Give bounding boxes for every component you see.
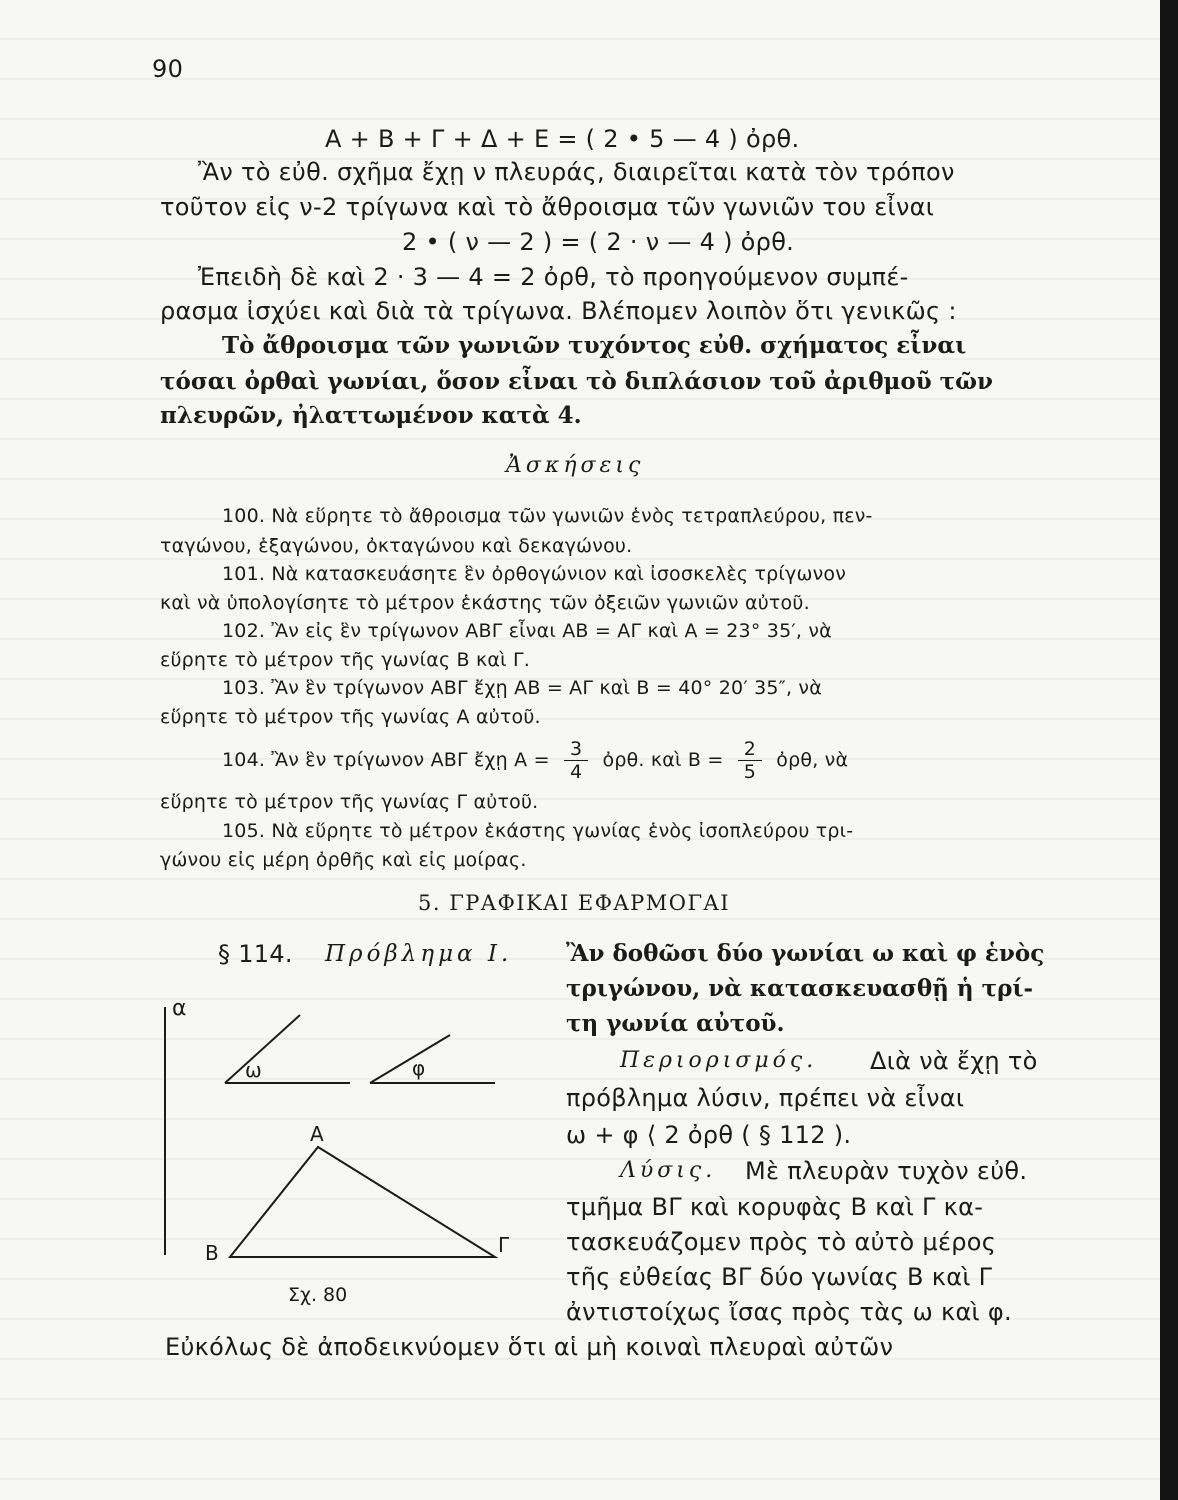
exercise-104-line-2: εὕρητε τὸ μέτρον τῆς γωνίας Γ αὐτοῦ. (160, 791, 539, 813)
label-alpha: α (172, 996, 187, 1021)
constraint-label: Περιορισμός. (620, 1048, 818, 1073)
exercise-103-line-2: εὕρητε τὸ μέτρον τῆς γωνίας Α αὐτοῦ. (160, 706, 541, 728)
label-vertex-b: Β (205, 1241, 219, 1265)
paragraph-sign: § 114. (218, 940, 293, 968)
equation-1: Α + Β + Γ + Δ + Ε = ( 2 • 5 — 4 ) ὀρθ. (325, 125, 800, 153)
constraint-line-2: πρόβλημα λύσιν, πρέπει νὰ εἶναι (566, 1084, 965, 1112)
exercises-heading: Ἀσκήσεις (506, 453, 645, 478)
text: Ἂν τὸ εὐθ. σχῆμα ἔχῃ ν πλευράς, διαιρεῖται κατὰ τὸν τρόπον (198, 158, 955, 186)
equation-2: 2 • ( ν — 2 ) = ( 2 · ν — 4 ) ὀρθ. (402, 228, 795, 256)
exercise-102-line-2: εὕρητε τὸ μέτρον τῆς γωνίας Β καὶ Γ. (160, 649, 531, 671)
problem-line-2: τριγώνου, νὰ κατασκευασθῇ ἡ τρί- (566, 975, 1034, 1002)
closing-line: Εὐκόλως δὲ ἀποδεικνύομεν ὅτι αἱ μὴ κοιναὶ πλευραὶ αὐτῶν (165, 1333, 894, 1361)
solution-line-1: Μὲ πλευρὰν τυχὸν εὐθ. (745, 1157, 1028, 1185)
triangle-abg (230, 1147, 495, 1257)
label-vertex-a: Α (310, 1122, 324, 1146)
paragraph-1-line-2: τοῦτον εἰς ν-2 τρίγωνα καὶ τὸ ἄθροισμα τῶν γωνιῶν του εἶναι (160, 193, 935, 221)
text: 104. Ἂν ἓν τρίγωνον ΑΒΓ ἔχῃ Α = (222, 749, 550, 771)
problem-line-1: Ἂν δοθῶσι δύο γωνίαι ω καὶ φ ἑνὸς (566, 940, 1045, 967)
figure-80 (150, 995, 530, 1315)
solution-line-4: τῆς εὐθείας ΒΓ δύο γωνίας Β καὶ Γ (566, 1263, 993, 1291)
exercise-102-line-1: 102. Ἂν εἰς ἓν τρίγωνον ΑΒΓ εἶναι ΑΒ = ΑΓ καὶ Α = 23° 35′, νὰ (222, 620, 832, 642)
angle-omega-arm (225, 1015, 300, 1083)
constraint-line-1: Διὰ νὰ ἔχῃ τὸ (870, 1047, 1038, 1075)
text: ὀρθ. καὶ Β = (602, 749, 724, 771)
page-number: 90 (152, 55, 184, 83)
exercise-100-line-2: ταγώνου, ἑξαγώνου, ὀκταγώνου καὶ δεκαγώνου. (160, 535, 633, 557)
exercise-101-line-1: 101. Νὰ κατασκευάσητε ἓν ὀρθογώνιον καὶ ἰσοσκελὲς τρίγωνον (222, 563, 847, 585)
denominator: 4 (569, 761, 583, 783)
exercise-101-line-2: καὶ νὰ ὑπολογίσητε τὸ μέτρον ἑκάστης τῶν ὀξειῶν γωνιῶν αὐτοῦ. (160, 592, 810, 614)
denominator: 5 (743, 761, 757, 783)
solution-line-2: τμῆμα ΒΓ καὶ κορυφὰς Β καὶ Γ κα- (566, 1193, 984, 1221)
exercise-104-line-1 (222, 735, 848, 785)
paragraph-2-line-2: ρασμα ἰσχύει καὶ διὰ τὰ τρίγωνα. Βλέπομεν λοιπὸν ὅτι γενικῶς : (160, 297, 957, 325)
problem-line-3: τη γωνία αὐτοῦ. (566, 1010, 785, 1037)
label-omega: ω (245, 1058, 262, 1082)
fraction-2-5 (738, 738, 762, 783)
constraint-line-3: ω + φ ⟨ 2 ὀρθ ( § 112 ). (566, 1121, 852, 1149)
rule-line-3: πλευρῶν, ἠλαττωμένον κατὰ 4. (160, 402, 582, 429)
exercise-105-line-2: γώνου εἰς μέρη ὀρθῆς καὶ εἰς μοίρας. (160, 849, 527, 871)
solution-label: Λύσις. (620, 1158, 717, 1183)
solution-line-5: ἀντιστοίχως ἴσας πρὸς τὰς ω καὶ φ. (566, 1298, 1012, 1326)
figure-caption: Σχ. 80 (288, 1284, 348, 1306)
label-phi: φ (412, 1056, 426, 1080)
solution-line-3: τασκευάζομεν πρὸς τὸ αὐτὸ μέρος (566, 1228, 997, 1256)
paragraph-2-line-1: Ἐπειδὴ δὲ καὶ 2 · 3 — 4 = 2 ὀρθ, τὸ προηγούμενον συμπέ- (198, 263, 909, 291)
numerator: 3 (564, 738, 588, 761)
exercise-103-line-1: 103. Ἂν ἓν τρίγωνον ΑΒΓ ἔχῃ ΑΒ = ΑΓ καὶ Β = 40° 20′ 35″, νὰ (222, 677, 822, 699)
label-vertex-g: Γ (498, 1233, 510, 1257)
problem-label: Πρόβλημα Ι. (325, 941, 513, 967)
fraction-3-4 (564, 738, 588, 783)
paragraph-1-line-1 (198, 158, 1070, 186)
numerator: 2 (738, 738, 762, 761)
text: ὀρθ, νὰ (776, 749, 849, 771)
rule-line-1: Τὸ ἄθροισμα τῶν γωνιῶν τυχόντος εὐθ. σχήματος εἶναι (222, 332, 967, 359)
exercise-105-line-1: 105. Νὰ εὕρητε τὸ μέτρον ἑκάστης γωνίας ἑνὸς ἰσοπλεύρου τρι- (222, 820, 854, 842)
rule-line-2: τόσαι ὀρθαὶ γωνίαι, ὅσον εἶναι τὸ διπλάσιον τοῦ ἀριθμοῦ τῶν (160, 368, 994, 395)
scan-edge (1160, 0, 1178, 1500)
exercise-100-line-1: 100. Νὰ εὕρητε τὸ ἄθροισμα τῶν γωνιῶν ἑνὸς τετραπλεύρου, πεν- (222, 505, 873, 527)
section-title: 5. ΓΡΑΦΙΚΑΙ ΕΦΑΡΜΟΓΑΙ (418, 891, 731, 915)
angle-phi-arm (370, 1035, 450, 1083)
